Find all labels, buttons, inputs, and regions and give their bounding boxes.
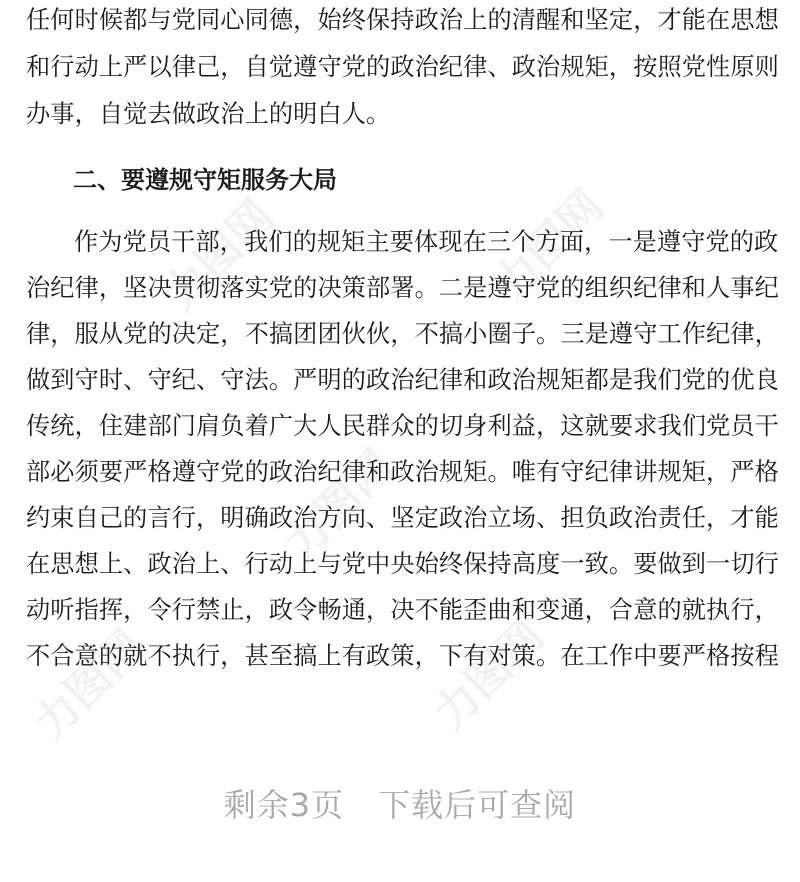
paragraph-line: 作为党员干部，我们的规矩主要体现在三个方面，一是遵守党的政	[74, 228, 779, 256]
paragraph-line: 和行动上严以律己，自觉遵守党的政治纪律、政治规矩，按照党性原则	[26, 53, 779, 81]
watermark-logo: 力图网	[484, 180, 614, 310]
paragraph-line: 治纪律，坚决贯彻落实党的决策部署。二是遵守党的组织纪律和人事纪	[26, 274, 779, 302]
paragraph-line: 部必须要严格遵守党的政治纪律和政治规矩。唯有守纪律讲规矩，严格	[26, 458, 779, 486]
download-hint-label[interactable]: 下载后可查阅	[378, 786, 577, 824]
watermark-logo: 力图网	[24, 620, 154, 750]
paragraph-line: 传统，住建部门肩负着广大人民群众的切身利益，这就要求我们党员干	[26, 412, 779, 440]
watermark-logo: 力图网	[424, 610, 554, 740]
remaining-pages-label: 剩余3页	[223, 786, 345, 824]
paragraph-line: 任何时候都与党同心同德，始终保持政治上的清醒和坚定，才能在思想	[26, 6, 779, 34]
paragraph-line: 不合意的就不执行，甚至搞上有政策，下有对策。在工作中要严格按程	[26, 642, 779, 670]
paragraph-line: 约束自己的言行，明确政治方向、坚定政治立场、担负政治责任，才能	[26, 504, 779, 532]
paragraph-line: 做到守时、守纪、守法。严明的政治纪律和政治规矩都是我们党的优良	[26, 366, 779, 394]
paragraph-line: 律，服从党的决定，不搞团团伙伙，不搞小圈子。三是遵守工作纪律，	[26, 320, 779, 348]
download-prompt[interactable]	[0, 780, 800, 826]
paragraph-line: 在思想上、政治上、行动上与党中央始终保持高度一致。要做到一切行	[26, 550, 779, 578]
paragraph-line: 办事，自觉去做政治上的明白人。	[26, 100, 391, 128]
watermark-logo: 力图网	[274, 440, 404, 570]
watermark-logo: 力图网	[154, 190, 284, 320]
paragraph-line: 动听指挥，令行禁止，政令畅通，决不能歪曲和变通，合意的就执行，	[26, 596, 779, 624]
section-heading: 二、要遵规守矩服务大局	[73, 166, 337, 194]
